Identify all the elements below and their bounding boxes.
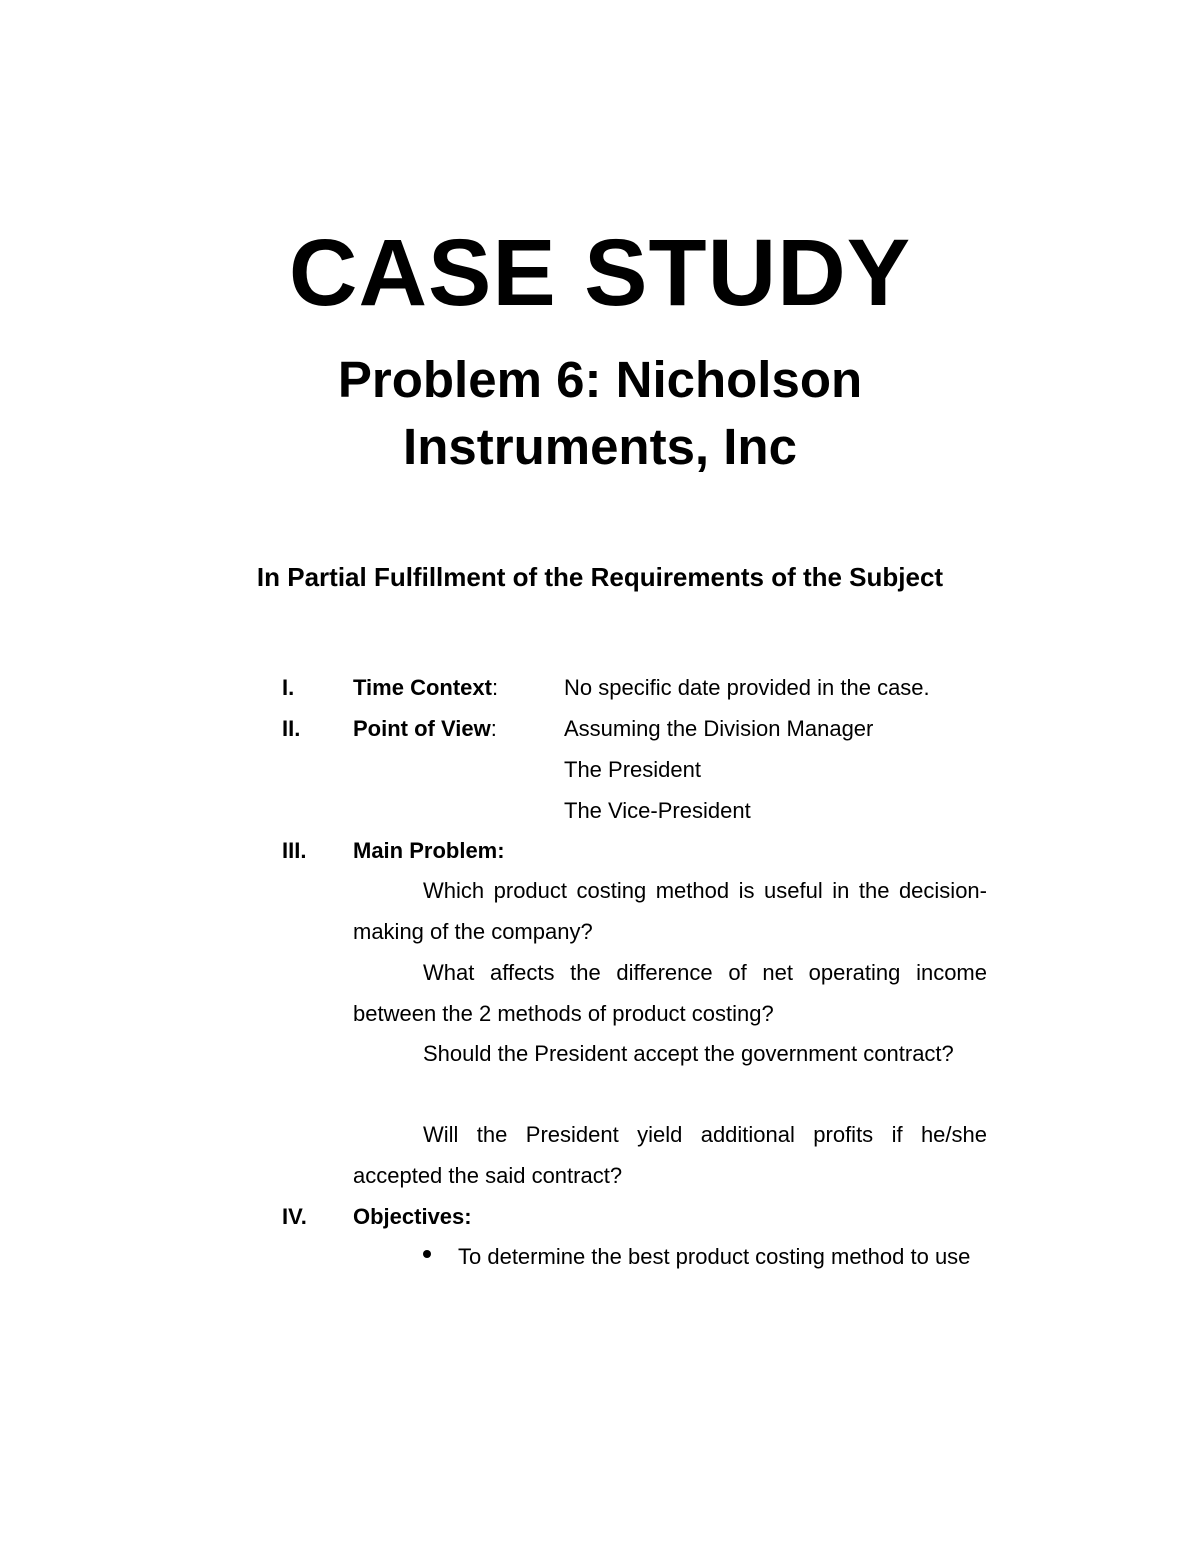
point-of-view-value: The President bbox=[564, 757, 701, 782]
main-problem-question: What affects the difference of net operating income between the 2 methods of product costing? bbox=[353, 960, 987, 1026]
main-problem-label: Main Problem: bbox=[353, 838, 505, 863]
objectives-label: Objectives: bbox=[353, 1204, 472, 1229]
section-numeral-main-problem: III. bbox=[282, 838, 307, 863]
main-problem-question: Which product costing method is useful in the decision-making of the company? bbox=[353, 878, 987, 944]
section-numeral-point-of-view: II. bbox=[282, 716, 301, 741]
section-numeral-objectives: IV. bbox=[282, 1204, 307, 1229]
main-problem-question: Should the President accept the government contract? bbox=[423, 1041, 954, 1066]
document-subtitle bbox=[0, 346, 1200, 480]
time-context-colon: : bbox=[491, 675, 499, 700]
point-of-view-value: Assuming the Division Manager bbox=[564, 716, 874, 741]
document-title: CASE STUDY bbox=[288, 220, 912, 326]
point-of-view-colon: : bbox=[490, 716, 497, 741]
main-problem-question: Will the President yield additional profits if he/she accepted the said contract? bbox=[353, 1122, 987, 1188]
bullet-icon bbox=[423, 1250, 431, 1258]
section-heading-point-of-view bbox=[353, 715, 497, 743]
point-of-view-label: Point of View bbox=[353, 716, 491, 741]
objective-text: To determine the best product costing method to use bbox=[458, 1244, 971, 1269]
section-heading-time-context bbox=[353, 674, 498, 702]
section-numeral-time-context: I. bbox=[282, 675, 295, 700]
section-heading-main-problem bbox=[353, 837, 505, 865]
time-context-value: No specific date provided in the case. bbox=[564, 675, 930, 700]
fulfillment-statement: In Partial Fulfillment of the Requirements of the Subject bbox=[256, 562, 944, 592]
subtitle-line-2: Instruments, Inc bbox=[403, 418, 797, 475]
point-of-view-value: The Vice-President bbox=[564, 798, 751, 823]
subtitle-line-1: Problem 6: Nicholson bbox=[337, 351, 863, 408]
time-context-label: Time Context bbox=[353, 675, 492, 700]
section-heading-objectives bbox=[353, 1203, 472, 1231]
